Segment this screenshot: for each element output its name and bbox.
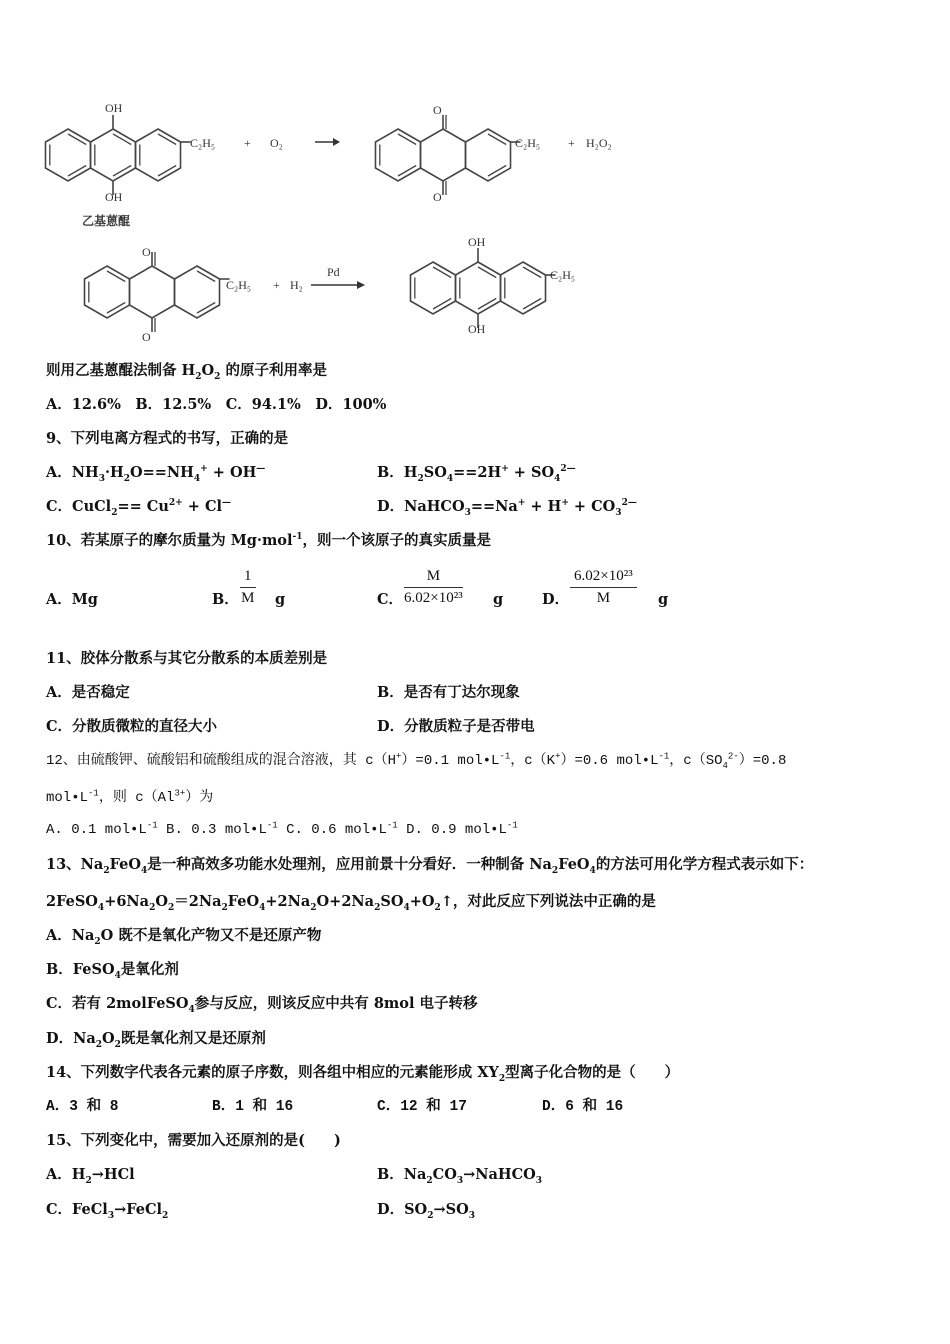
text-run: A．NH (46, 464, 99, 481)
text-run: 9、下列电离方程式的书写，正确的是 (46, 430, 289, 447)
double-bond (68, 166, 86, 177)
text-run: 2 (427, 1210, 434, 1221)
carbonyl-o-label: O (433, 190, 442, 204)
q13-option-c (46, 995, 478, 1013)
text-run: B．1 和 16 (212, 1099, 294, 1115)
q13-option-a (46, 927, 321, 945)
text-run: 型离子化合物的是（ ） (505, 1064, 680, 1081)
q15-d (377, 1201, 475, 1219)
text-run: C．CuCl (46, 498, 112, 515)
q8-stem (46, 362, 327, 380)
text-run: 是一种高效多功能水处理剂，应用前景十分看好．一种制备 Na (147, 856, 552, 873)
text-run: + (200, 464, 208, 475)
q14-stem (46, 1064, 679, 1082)
benzene-ring (465, 129, 510, 181)
text-run: C．12 和 17 (377, 1099, 467, 1115)
text-run: -1 (658, 751, 670, 762)
text-run: 2— (560, 464, 576, 475)
text-run: mol•L (46, 790, 89, 806)
text-run: g (658, 591, 669, 608)
q13-stem (46, 856, 813, 874)
text-run: A．3 和 8 (46, 1099, 119, 1115)
text-run: 2 (94, 936, 101, 947)
text-run: 4 (554, 473, 561, 484)
numerator: 6.02×10²³ (570, 568, 637, 588)
double-bond (523, 267, 541, 278)
text-run: +O (409, 893, 435, 910)
arrow-head-icon (357, 281, 365, 289)
benzene-ring (420, 129, 465, 181)
text-run: -1 (386, 820, 398, 831)
text-run: 3 (464, 507, 471, 518)
text-run: 的方法可用化学方程式表示如下： (595, 856, 814, 873)
q11-a (46, 684, 130, 702)
text-run: B．H (377, 464, 418, 481)
ethyl-label: C₂H₅ (550, 268, 576, 282)
text-run: ，c（K (510, 753, 556, 769)
catalyst-label: Pd (327, 265, 340, 279)
text-run: D. 0.9 mol•L (397, 822, 507, 838)
q10-d-unit (658, 591, 668, 609)
text-run: ↑，对此反应下列说法中正确的是 (440, 893, 656, 910)
text-run: 2 (498, 1073, 506, 1084)
text-run: 2 (111, 507, 118, 518)
q11-stem (46, 650, 327, 668)
double-bond (433, 267, 451, 278)
double-bond (158, 166, 176, 177)
text-run: D．分散质粒子是否带电 (377, 718, 535, 735)
q10-stem (46, 532, 491, 550)
text-run: 2 (310, 902, 317, 913)
text-run: -1 (266, 820, 278, 831)
arrow-head-icon (333, 138, 340, 146)
text-run: ）=0.8 (738, 753, 787, 769)
q15-b (377, 1166, 542, 1184)
double-bond (478, 299, 496, 310)
text-run: →HCl (91, 1166, 135, 1183)
fraction-option-b (240, 568, 256, 607)
q11-b (377, 684, 520, 702)
text-run: 2 (103, 865, 110, 876)
double-bond (523, 299, 541, 310)
text-run: + CO (568, 498, 616, 515)
oxygen-label: O₂ (270, 136, 283, 150)
double-bond (107, 271, 125, 282)
text-run: O 既不是氧化产物又不是还原产物 (100, 927, 322, 944)
q15-stem (46, 1132, 341, 1150)
text-run: 2 (195, 371, 202, 382)
text-run: 2 (162, 1210, 169, 1221)
text-run: FeO (109, 856, 141, 873)
text-run: 的原子利用率是 (220, 362, 327, 379)
double-bond (107, 303, 125, 314)
q14-a (46, 1098, 119, 1116)
text-run: ，则 c（Al (98, 790, 175, 806)
text-run: + (517, 498, 526, 509)
q10-c-unit (493, 591, 503, 609)
text-run: 2 (551, 865, 559, 876)
text-run: C．分散质微粒的直径大小 (46, 718, 218, 735)
text-run: + OH (207, 464, 257, 481)
text-run: 参与反应，则该反应中共有 8mol 电子转移 (194, 995, 478, 1012)
text-run: B. 0.3 mol•L (157, 822, 267, 838)
text-run: 3 (615, 507, 622, 518)
text-run: 2 (221, 902, 228, 913)
text-run: 4 (188, 1004, 195, 1015)
text-run: FeO (227, 893, 260, 910)
q14-c (377, 1098, 467, 1116)
text-run: A. 0.1 mol•L (46, 822, 147, 838)
text-run: 4 (259, 902, 266, 913)
text-run: 2FeSO (46, 893, 98, 910)
text-run: 4 (140, 865, 148, 876)
text-run: B．是否有丁达尔现象 (377, 684, 520, 701)
q9-b (377, 464, 576, 482)
text-run: ，c（SO (669, 753, 723, 769)
text-run: 2— (621, 498, 637, 509)
text-run: g (275, 591, 286, 608)
text-run: +2Na (265, 893, 311, 910)
q14-b (212, 1098, 293, 1116)
numerator: 1 (240, 568, 256, 588)
text-run: -1 (499, 751, 511, 762)
double-bond (433, 299, 451, 310)
double-bond (113, 134, 131, 145)
text-run: + Cl (182, 498, 222, 515)
text-run: + H (525, 498, 562, 515)
q11-c (46, 718, 217, 736)
text-run: D．NaHCO (377, 498, 465, 515)
q13-equation (46, 893, 656, 911)
q9-c (46, 498, 231, 516)
text-run: ）=0.6 mol•L (560, 753, 659, 769)
q15-c (46, 1201, 168, 1219)
hydrogen-peroxide-label: H₂O₂ (586, 136, 612, 150)
text-run: SO (380, 893, 404, 910)
text-run: -1 (88, 788, 99, 799)
text-run: 2 (374, 902, 381, 913)
text-run: 2 (149, 902, 156, 913)
hydrogen-label: H₂ (290, 278, 303, 292)
text-run: 11、胶体分散系与其它分散系的本质差别是 (46, 650, 328, 667)
text-run: A．H (46, 1166, 86, 1183)
text-run: O==NH (130, 464, 194, 481)
denominator: M (596, 590, 611, 606)
text-run: →NaHCO (463, 1166, 536, 1183)
fraction-option-c (404, 568, 463, 607)
text-run: 4 (722, 760, 728, 771)
text-run: — (256, 464, 266, 475)
text-run: B．Na (377, 1166, 427, 1183)
q9-a (46, 464, 265, 482)
benzene-ring (45, 129, 90, 181)
text-run: g (493, 591, 504, 608)
q12-stem (46, 752, 786, 770)
hydroxyl-label: OH (468, 235, 486, 249)
text-run: 2+ (168, 498, 183, 509)
text-run: D．SO (377, 1201, 428, 1218)
text-run: D．Na (46, 1030, 96, 1047)
text-run: O+2Na (316, 893, 375, 910)
text-run: + (555, 751, 561, 762)
double-bond (398, 166, 416, 177)
q11-d (377, 718, 535, 736)
text-run: 4 (446, 473, 454, 484)
q13-option-b (46, 961, 179, 979)
text-run: 4 (403, 902, 410, 913)
text-run: 4 (97, 902, 105, 913)
plus-sign: + (273, 278, 280, 292)
q8-options (46, 396, 386, 414)
double-bond (398, 134, 416, 145)
carbonyl-o-label: O (433, 103, 442, 117)
text-run: C．FeCl (46, 1201, 108, 1218)
text-run: D． (542, 591, 570, 608)
q12-options (46, 821, 518, 839)
text-run: 2 (123, 473, 130, 484)
q10-b (212, 591, 239, 609)
text-run: C．若有 2molFeSO (46, 995, 189, 1012)
text-run: A．Mg (46, 591, 98, 608)
q10-c (377, 591, 403, 609)
text-run: 2 (417, 473, 424, 484)
text-run: →FeCl (114, 1201, 163, 1218)
double-bond (197, 303, 215, 314)
double-bond (68, 134, 86, 145)
text-run: 4 (589, 865, 596, 876)
text-run: + (501, 464, 509, 475)
benzene-ring (135, 129, 180, 181)
benzene-ring (500, 262, 545, 314)
q10-a (46, 591, 98, 609)
text-run: 2 (214, 371, 221, 382)
text-run: FeO (558, 856, 590, 873)
text-run: 3 (456, 1175, 464, 1186)
double-bond (158, 134, 176, 145)
text-run: 14、下列数字代表各元素的原子序数，则各组中相应的元素能形成 XY (46, 1064, 499, 1081)
text-run: ＝2Na (174, 893, 222, 910)
text-run: C. 0.6 mol•L (277, 822, 387, 838)
text-run: C． (377, 591, 404, 608)
text-run: + (561, 498, 569, 509)
text-run: 3 (107, 1210, 115, 1221)
carbonyl-o-label: O (142, 330, 151, 344)
text-run: O (102, 1030, 115, 1047)
q10-d (542, 591, 569, 609)
fraction-option-d (570, 568, 637, 607)
text-run: ==Na (470, 498, 518, 515)
q10-b-unit (275, 591, 285, 609)
text-run: -1 (292, 532, 303, 543)
ethyl-label: C₂H₅ (190, 136, 216, 150)
benzene-ring (90, 129, 135, 181)
plus-sign: + (568, 136, 575, 150)
ethylanthraquinone-label: 乙基蒽醌 (82, 214, 131, 228)
hydroxyl-label: OH (105, 101, 123, 115)
text-run: +6Na (104, 893, 150, 910)
benzene-ring (455, 262, 500, 314)
text-run: ）=0.1 mol•L (401, 753, 500, 769)
text-run: ，则一个该原子的真实质量是 (302, 532, 491, 549)
text-run: -1 (146, 820, 158, 831)
benzene-ring (375, 129, 420, 181)
ethyl-label: C₂H₅ (515, 136, 541, 150)
text-run: 13、Na (46, 856, 104, 873)
ethyl-label: C₂H₅ (226, 278, 252, 292)
benzene-ring (84, 266, 129, 318)
text-run: A．12.6% B．12.5% C．94.1% D．100% (46, 396, 387, 413)
text-run: 2 (85, 1175, 92, 1186)
q15-a (46, 1166, 135, 1184)
q9-stem (46, 430, 288, 448)
text-run: A．Na (46, 927, 95, 944)
text-run: 4 (193, 473, 201, 484)
reaction-scheme (0, 0, 950, 360)
double-bond (197, 271, 215, 282)
double-bond (478, 267, 496, 278)
text-run: ）为 (185, 790, 214, 806)
benzene-ring (174, 266, 219, 318)
text-run: + SO (508, 464, 555, 481)
text-run: == Cu (117, 498, 169, 515)
text-run: ==2H (453, 464, 502, 481)
q12-stem-cont (46, 789, 213, 807)
text-run: 是氧化剂 (120, 961, 179, 978)
text-run: ·H (104, 464, 124, 481)
text-run: D．6 和 16 (542, 1099, 624, 1115)
text-run: 2- (727, 751, 739, 762)
text-run: 12、由硫酸钾、硫酸铝和硫酸组成的混合溶液，其 c（H (46, 753, 397, 769)
text-run: 2 (426, 1175, 433, 1186)
plus-sign: + (244, 136, 251, 150)
text-run: 3 (535, 1175, 543, 1186)
text-run: B．FeSO (46, 961, 115, 978)
denominator: M (241, 590, 255, 606)
text-run: O (201, 362, 215, 379)
benzene-ring (410, 262, 455, 314)
text-run: →SO (433, 1201, 469, 1218)
denominator: 6.02×10²³ (404, 590, 463, 606)
hydroxyl-label: OH (105, 190, 123, 204)
text-run: 则用乙基蒽醌法制备 H (46, 362, 196, 379)
text-run: 4 (114, 970, 121, 981)
text-run: 2 (167, 902, 175, 913)
text-run: 3 (98, 473, 105, 484)
double-bond (488, 134, 506, 145)
text-run: 15、下列变化中，需要加入还原剂的是( ) (46, 1132, 341, 1149)
text-run: 2 (434, 902, 441, 913)
text-run: -1 (506, 820, 518, 831)
text-run: SO (423, 464, 447, 481)
q9-d (377, 498, 637, 516)
text-run: 2 (114, 1039, 121, 1050)
text-run: 3+ (174, 788, 186, 799)
text-run: — (222, 498, 231, 509)
text-run: 既是氧化剂又是还原剂 (120, 1030, 266, 1047)
text-run: + (396, 751, 402, 762)
q14-d (542, 1098, 623, 1116)
benzene-ring (129, 266, 174, 318)
double-bond (488, 166, 506, 177)
text-run: A．是否稳定 (46, 684, 130, 701)
double-bond (113, 166, 131, 177)
text-run: O (155, 893, 168, 910)
text-run: 2 (95, 1039, 102, 1050)
text-run: 3 (468, 1210, 475, 1221)
carbonyl-o-label: O (142, 245, 151, 259)
numerator: M (404, 568, 463, 588)
text-run: 10、若某原子的摩尔质量为 Mg·mol (46, 532, 293, 549)
hydroxyl-label: OH (468, 322, 486, 336)
text-run: B． (212, 591, 239, 608)
text-run: CO (432, 1166, 457, 1183)
q13-option-d (46, 1030, 266, 1048)
